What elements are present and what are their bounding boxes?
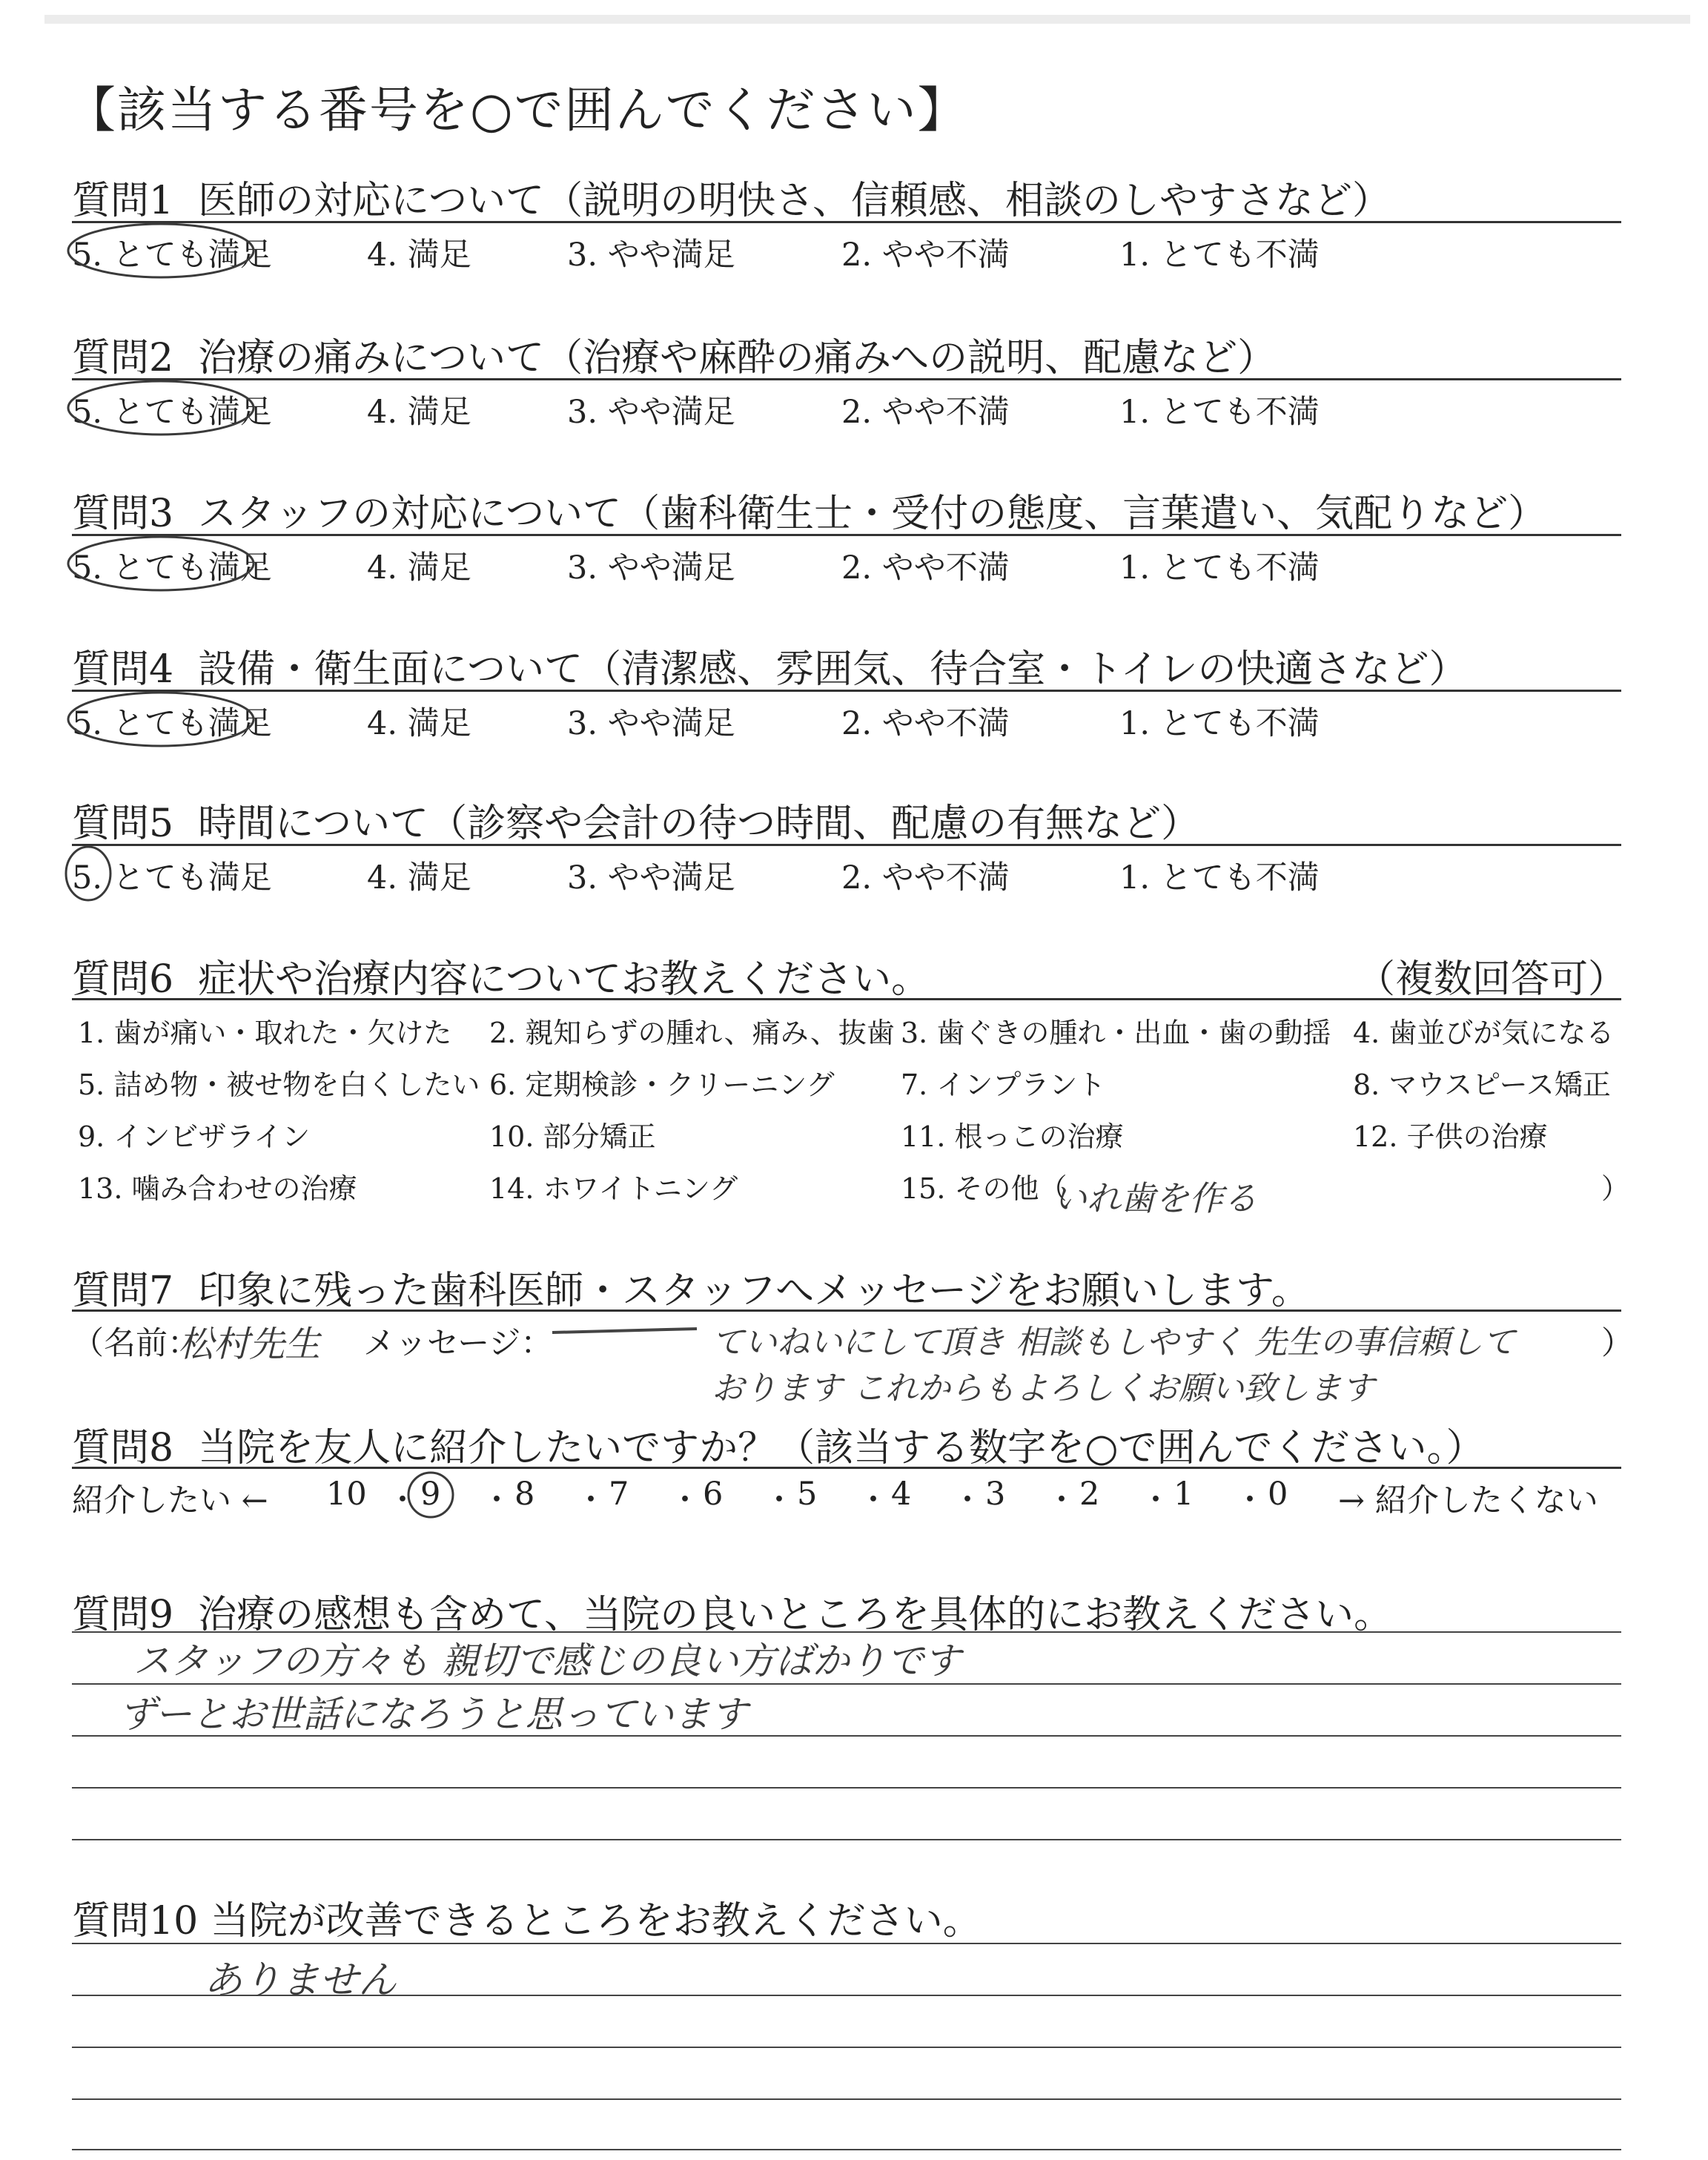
- q10-line-3: [72, 2047, 1621, 2048]
- q3-heading: [72, 482, 1546, 538]
- q4-option-5[interactable]: 5. とても満足: [72, 705, 272, 742]
- q7-message-line2[interactable]: おります これからもよろしくお願い致します: [712, 1370, 1374, 1407]
- q6-option-14[interactable]: 14. ホワイトニング: [489, 1172, 738, 1205]
- q6-option-5[interactable]: 5. 詰め物・被せ物を白くしたい: [78, 1069, 480, 1101]
- q9-answer-line1[interactable]: スタッフの方々も 親切で感じの良い方ばかりです: [133, 1639, 961, 1682]
- q8-separator: ・: [575, 1482, 607, 1518]
- q2-option-3[interactable]: 3. やや満足: [567, 394, 735, 431]
- q1-text: 医師の対応について（説明の明快さ、信頼感、相談のしやすさなど）: [198, 179, 1391, 223]
- q8-scale-1[interactable]: 1: [1174, 1476, 1194, 1513]
- q7-name-label: （名前：: [72, 1325, 199, 1362]
- q8-scale-4[interactable]: 4: [891, 1476, 912, 1513]
- q8-scale-2[interactable]: 2: [1079, 1476, 1100, 1513]
- q9-answer-line2[interactable]: ずーとお世話になろうと思っています: [119, 1693, 748, 1736]
- q1-option-5[interactable]: 5. とても満足: [72, 237, 272, 274]
- q6-option-3[interactable]: 3. 歯ぐきの腫れ・出血・歯の動揺: [901, 1017, 1331, 1049]
- q6-option-13[interactable]: 13. 噛み合わせの治療: [78, 1172, 357, 1205]
- q8-scale-10[interactable]: 10: [326, 1476, 367, 1513]
- q2-option-5[interactable]: 5. とても満足: [72, 394, 272, 431]
- q7-text: 印象に残った歯科医師・スタッフへメッセージをお願いします。: [198, 1269, 1310, 1313]
- q1-label: 質問1: [72, 179, 174, 223]
- q1-option-3[interactable]: 3. やや満足: [567, 237, 735, 274]
- q4-heading: [72, 638, 1468, 693]
- q8-right-label: → 紹介したくない: [1338, 1482, 1598, 1519]
- q8-separator: ・: [1046, 1482, 1078, 1518]
- q4-option-4[interactable]: 4. 満足: [367, 705, 471, 742]
- q1-option-2[interactable]: 2. やや不満: [841, 237, 1010, 274]
- q7-label: 質問7: [72, 1269, 174, 1313]
- q9-line-4: [72, 1787, 1621, 1789]
- q8-separator: ・: [669, 1482, 701, 1518]
- q6-option-7[interactable]: 7. インプラント: [901, 1069, 1106, 1101]
- q5-heading: [72, 792, 1199, 848]
- q10-heading: [72, 1889, 982, 1945]
- q6-note: （複数回答可）: [1357, 957, 1627, 1002]
- q10-line-1: [72, 1943, 1621, 1944]
- q10-line-4: [72, 2098, 1621, 2100]
- q7-close-paren: ）: [1601, 1325, 1633, 1362]
- q5-option-3[interactable]: 3. やや満足: [567, 859, 735, 896]
- q6-option-11[interactable]: 11. 根っこの治療: [901, 1120, 1124, 1153]
- q3-text: スタッフの対応について（歯科衛生士・受付の態度、言葉遣い、気配りなど）: [198, 492, 1547, 536]
- q4-option-2[interactable]: 2. やや不満: [841, 705, 1010, 742]
- form-title: 【該当する番号を○で囲んでください】: [67, 82, 968, 139]
- q8-rule: [72, 1467, 1621, 1469]
- q5-option-5[interactable]: 5. とても満足: [72, 859, 272, 896]
- q2-heading: [72, 326, 1276, 382]
- q8-separator: ・: [952, 1482, 984, 1518]
- scan-edge: [44, 15, 1690, 24]
- q10-text: 当院が改善できるところをお教えください。: [210, 1899, 982, 1943]
- q4-rule: [72, 690, 1621, 692]
- q6-other-close: ）: [1601, 1172, 1630, 1205]
- q4-label: 質問4: [72, 647, 174, 692]
- q3-rule: [72, 534, 1621, 536]
- q9-line-5: [72, 1839, 1621, 1840]
- q6-other-answer[interactable]: いれ歯を作る: [1053, 1178, 1257, 1218]
- q9-heading: [72, 1583, 1392, 1639]
- q5-option-1[interactable]: 1. とても不満: [1119, 859, 1320, 896]
- q8-separator: ・: [858, 1482, 890, 1518]
- q8-left-label: 紹介したい ←: [72, 1482, 268, 1519]
- q2-text: 治療の痛みについて（治療や麻酔の痛みへの説明、配慮など）: [198, 336, 1277, 380]
- q6-option-15[interactable]: 15. その他（: [901, 1172, 1068, 1205]
- q1-rule: [72, 221, 1621, 223]
- q6-option-9[interactable]: 9. インビザライン: [78, 1120, 311, 1153]
- q8-scale-3[interactable]: 3: [985, 1476, 1006, 1513]
- q8-separator: ・: [481, 1482, 513, 1518]
- q8-scale-7[interactable]: 7: [609, 1476, 629, 1513]
- q7-message-label: メッセージ：: [363, 1325, 553, 1362]
- q8-scale-6[interactable]: 6: [703, 1476, 724, 1513]
- q6-option-1[interactable]: 1. 歯が痛い・取れた・欠けた: [78, 1017, 452, 1049]
- q3-label: 質問3: [72, 492, 174, 536]
- q3-option-1[interactable]: 1. とても不満: [1119, 549, 1320, 587]
- q9-label: 質問9: [72, 1593, 174, 1637]
- q5-rule: [72, 844, 1621, 846]
- q8-separator: ・: [1234, 1482, 1266, 1518]
- q10-answer[interactable]: ありません: [204, 1958, 397, 2003]
- q6-label: 質問6: [72, 957, 174, 1002]
- q6-option-12[interactable]: 12. 子供の治療: [1353, 1120, 1548, 1153]
- q10-line-5: [72, 2149, 1621, 2150]
- q3-option-4[interactable]: 4. 満足: [367, 549, 471, 587]
- q5-option-2[interactable]: 2. やや不満: [841, 859, 1010, 896]
- q7-heading: [72, 1259, 1310, 1315]
- q6-option-6[interactable]: 6. 定期検診・クリーニング: [489, 1069, 835, 1101]
- q3-option-5[interactable]: 5. とても満足: [72, 549, 272, 587]
- q6-rule: [72, 998, 1621, 1000]
- q5-option-4[interactable]: 4. 満足: [367, 859, 471, 896]
- q3-option-3[interactable]: 3. やや満足: [567, 549, 735, 587]
- q3-option-2[interactable]: 2. やや不満: [841, 549, 1010, 587]
- q8-heading: [72, 1416, 1485, 1472]
- q1-heading: [72, 169, 1391, 225]
- q7-message-line1[interactable]: ていねいにして頂き 相談もしやすく 先生の事信頼して: [712, 1324, 1515, 1361]
- q6-text: 症状や治療内容についてお教えください。: [198, 957, 930, 1002]
- q6-option-10[interactable]: 10. 部分矯正: [489, 1120, 656, 1153]
- q6-option-8[interactable]: 8. マウスピース矯正: [1353, 1069, 1611, 1101]
- q8-scale-0[interactable]: 0: [1268, 1476, 1288, 1513]
- q7-rule: [72, 1309, 1621, 1312]
- q5-label: 質問5: [72, 802, 174, 846]
- q4-option-1[interactable]: 1. とても不満: [1119, 705, 1320, 742]
- q2-rule: [72, 378, 1621, 380]
- q1-option-1[interactable]: 1. とても不満: [1119, 237, 1320, 274]
- q6-heading: [72, 948, 930, 1003]
- q8-separator: ・: [1140, 1482, 1172, 1518]
- q6-option-2[interactable]: 2. 親知らずの腫れ、痛み、抜歯: [489, 1017, 895, 1049]
- q4-option-3[interactable]: 3. やや満足: [567, 705, 735, 742]
- q8-separator: ・: [764, 1482, 795, 1518]
- q2-option-4[interactable]: 4. 満足: [367, 394, 471, 431]
- q10-label: 質問10: [72, 1899, 199, 1943]
- q4-text: 設備・衛生面について（清潔感、雰囲気、待合室・トイレの快適さなど）: [198, 647, 1468, 692]
- q8-scale-8[interactable]: 8: [514, 1476, 535, 1513]
- q1-option-4[interactable]: 4. 満足: [367, 237, 471, 274]
- q2-option-1[interactable]: 1. とても不満: [1119, 394, 1320, 431]
- q8-scale-5[interactable]: 5: [797, 1476, 818, 1513]
- q8-label: 質問8: [72, 1426, 174, 1470]
- q2-label: 質問2: [72, 336, 174, 380]
- q8-scale-9[interactable]: 9: [420, 1476, 441, 1513]
- q8-separator: ・: [387, 1482, 419, 1518]
- q9-text: 治療の感想も含めて、当院の良いところを具体的にお教えください。: [198, 1593, 1393, 1637]
- q7-name-answer[interactable]: 松村先生: [178, 1324, 321, 1365]
- q2-option-2[interactable]: 2. やや不満: [841, 394, 1010, 431]
- q6-option-4[interactable]: 4. 歯並びが気になる: [1353, 1017, 1615, 1049]
- q8-text: 当院を友人に紹介したいですか？（該当する数字を○で囲んでください。）: [198, 1426, 1485, 1470]
- q5-text: 時間について（診察や会計の待つ時間、配慮の有無など）: [198, 802, 1200, 846]
